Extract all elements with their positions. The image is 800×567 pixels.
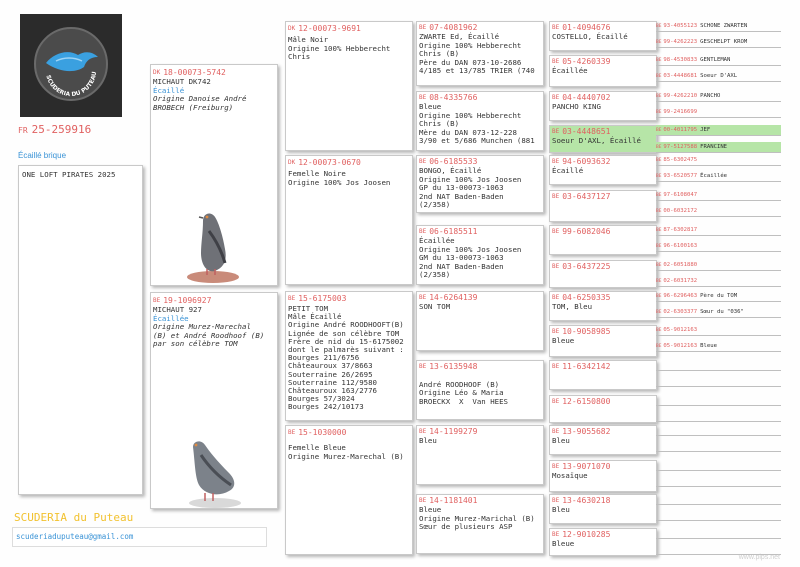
gen5-row: BE 00-6032172 xyxy=(656,206,781,217)
sire-origin-2: BROBECH (Freiburg) xyxy=(153,102,234,112)
gen4-box-6 xyxy=(549,190,657,222)
gen5-empty-row xyxy=(656,476,781,487)
gen5-row: BE 02-6303377 Sœur du "036" xyxy=(656,307,781,318)
gen2-box-1 xyxy=(285,21,413,151)
gen5-empty-row xyxy=(656,360,781,371)
gen3-ring-1: BE 07-4081962 xyxy=(419,23,478,32)
gen3-text-8: Bleue Origine Murez-Marichal (B) Sœur de plusieurs ASP xyxy=(419,505,535,532)
dam-card xyxy=(150,292,278,509)
gen5-empty-row xyxy=(656,460,781,471)
gen4-ring-6: BE 03-6437127 xyxy=(552,192,611,201)
gen4-ring-12: BE 12-6150800 xyxy=(552,397,611,406)
gen4-text-2: Écaillée xyxy=(552,66,588,75)
gen4-ring-15: BE 13-4630218 xyxy=(552,496,611,505)
gen3-ring-8: BE 14-1181401 xyxy=(419,496,478,505)
gen4-box-14 xyxy=(549,460,657,492)
subject-ring: FR 25-259916 xyxy=(18,123,92,136)
gen3-ring-7: BE 14-1199279 xyxy=(419,427,478,436)
gen4-text-9: TOM, Bleu xyxy=(552,302,593,311)
gen4-ring-10: BE 10-9058985 xyxy=(552,327,611,336)
gen4-box-13 xyxy=(549,425,657,455)
gen2-ring-2: DK 12-00073-0670 xyxy=(288,158,361,167)
gen4-text-15: Bleu xyxy=(552,505,570,514)
gen5-row: BE 98-4530833 GENTLEMAN xyxy=(656,55,781,66)
subject-notes-box xyxy=(18,165,143,495)
gen4-box-7 xyxy=(549,225,657,255)
gen4-text-14: Mosaïque xyxy=(552,471,588,480)
gen3-text-4: Écaillée Origine 100% Jos Joosen GM du 13-00073-1063 2nd NAT Baden-Baden (2/358) xyxy=(419,236,522,280)
sire-photo xyxy=(185,203,241,283)
gen4-box-2 xyxy=(549,55,657,87)
gen4-text-4: Soeur D'AXL, Écaillé xyxy=(552,136,641,145)
gen4-box-9 xyxy=(549,291,657,321)
gen3-box-7 xyxy=(416,425,544,485)
gen3-ring-3: BE 06-6185533 xyxy=(419,157,478,166)
dam-origin: Origine Murez-Marechal xyxy=(153,322,251,332)
gen4-text-10: Bleue xyxy=(552,336,575,345)
gen4-box-11 xyxy=(549,360,657,390)
gen5-empty-row xyxy=(656,528,781,539)
gen2-box-4 xyxy=(285,425,413,555)
gen5-row: BE 99-2416699 xyxy=(656,107,781,118)
gen3-ring-4: BE 06-6185511 xyxy=(419,227,478,236)
gen5-row: BE 00-4011795 JEF xyxy=(656,125,781,136)
gen4-text-1: COSTELLO, Écaillé xyxy=(552,32,628,41)
gen3-box-1 xyxy=(416,21,544,86)
gen5-row: BE 93-4055123 SCHONE ZWARTEN xyxy=(656,21,781,32)
dam-origin-2: (B) et André Roodhoof (B) xyxy=(153,330,265,340)
gen2-text-2: Femelle Noire Origine 100% Jos Joosen xyxy=(288,169,391,187)
gen4-ring-7: BE 99-6082046 xyxy=(552,227,611,236)
svg-text:SCUDERIA DU PUTEAU: SCUDERIA DU PUTEAU xyxy=(44,71,99,99)
gen5-row: BE 93-6520577 Écaillée xyxy=(656,171,781,182)
gen3-ring-2: BE 08-4335766 xyxy=(419,93,478,102)
gen5-empty-row xyxy=(656,395,781,406)
gen5-empty-row xyxy=(656,494,781,505)
gen2-text-3: PETIT TOM Mâle Écaillé Origine André ROODHOOFT(B) Lignée de son célèbre TOM Frère de nid du 15-6175002 dont le palmarès suivant : Bourges 211/6756 Châteauroux 37/8663 Souterraine 26/2695 Souterraine 112/9580 Châteauroux 163/2776 Bourges 57/3024 Bourges 242/10173 xyxy=(288,304,404,412)
gen4-box-1 xyxy=(549,21,657,51)
gen5-row: BE 85-6302475 xyxy=(656,155,781,166)
gen5-empty-row xyxy=(656,411,781,422)
gen4-ring-9: BE 04-6250335 xyxy=(552,293,611,302)
subject-color: Écaillé brique xyxy=(18,151,67,160)
gen2-text-4: Femelle Bleue Origine Murez-Marechal (B) xyxy=(288,443,404,461)
dam-photo xyxy=(183,433,243,509)
subject-notes: ONE LOFT PIRATES 2025 xyxy=(22,170,116,179)
dam-ring: BE 19-1096927 xyxy=(153,296,212,305)
gen3-box-8 xyxy=(416,494,544,554)
gen3-text-6: André ROODHOOF (B) Origine Léo & Maria BROECKX X Van HEES xyxy=(419,379,508,406)
gen5-empty-row xyxy=(656,441,781,452)
gen4-box-12 xyxy=(549,395,657,423)
gen3-text-3: BONGO, Écaillé Origine 100% Jos Joosen GP du 13-00073-1063 2nd NAT Baden-Baden (2/358) xyxy=(419,166,522,210)
gen2-text-1: Mâle Noir Origine 100% Hebberecht Chris xyxy=(288,35,391,62)
gen3-box-5 xyxy=(416,291,544,351)
watermark: www.pips.net xyxy=(738,554,780,561)
gen2-box-3 xyxy=(285,291,413,421)
gen4-ring-14: BE 13-9071070 xyxy=(552,462,611,471)
gen5-row: BE 05-9012163 Bleue xyxy=(656,341,781,352)
gen5-row: BE 99-4262223 GESCHELPT KROM xyxy=(656,37,781,48)
gen4-text-3: PANCHO KING xyxy=(552,102,601,111)
gen5-row: BE 99-4262210 PANCHO xyxy=(656,91,781,102)
gen5-empty-row xyxy=(656,425,781,436)
gen5-row: BE 96-6100163 xyxy=(656,241,781,252)
sire-ring: DK 18-00073-5742 xyxy=(153,68,226,77)
gen4-box-8 xyxy=(549,260,657,288)
gen5-row: BE 02-6031732 xyxy=(656,276,781,287)
gen4-ring-4: BE 03-4448651 xyxy=(552,127,611,136)
gen3-box-2 xyxy=(416,91,544,151)
gen5-empty-row xyxy=(656,510,781,521)
dam-origin-3: par son célèbre TOM xyxy=(153,339,238,349)
gen3-ring-6: BE 13-6135948 xyxy=(419,362,478,371)
gen3-box-4 xyxy=(416,225,544,285)
gen4-box-3 xyxy=(549,91,657,121)
email-link[interactable]: scuderiaduputeau@gmail.com xyxy=(16,532,134,541)
gen4-text-13: Bleu xyxy=(552,436,570,445)
gen3-text-7: Bleu xyxy=(419,436,437,445)
gen4-ring-16: BE 12-9010285 xyxy=(552,530,611,539)
gen4-box-5 xyxy=(549,155,657,185)
gen2-ring-3: BE 15-6175003 xyxy=(288,294,347,303)
sire-card xyxy=(150,64,278,286)
sire-origin: Origine Danoise André xyxy=(153,94,247,104)
sire-color: Écaillé xyxy=(153,85,185,95)
gen2-ring-4: BE 15-1030000 xyxy=(288,428,347,437)
dam-color: Écaillée xyxy=(153,313,189,323)
gen4-ring-13: BE 13-9055682 xyxy=(552,427,611,436)
gen5-row: BE 87-6302817 xyxy=(656,225,781,236)
gen5-row: BE 97-5127588 FRANCINE xyxy=(656,142,781,153)
gen4-ring-1: BE 01-4094676 xyxy=(552,23,611,32)
gen5-row: BE 97-6108047 xyxy=(656,190,781,201)
gen3-box-6 xyxy=(416,360,544,420)
scuderia-logo xyxy=(20,14,122,117)
dam-name: MICHAUT 927 xyxy=(153,305,202,314)
gen3-ring-5: BE 14-6264139 xyxy=(419,293,478,302)
sire-name: MICHAUT DK742 xyxy=(153,77,211,86)
gen4-ring-3: BE 04-4440702 xyxy=(552,93,611,102)
gen4-ring-8: BE 03-6437225 xyxy=(552,262,611,271)
gen2-ring-1: DK 12-00073-9691 xyxy=(288,24,361,33)
gen3-text-1: ZWARTE Ed, Écaillé Origine 100% Hebberecht Chris (B) Père du DAN 073-10-2686 4/185 et 13/785 TRIER (740 xyxy=(419,32,535,76)
gen5-empty-row xyxy=(656,376,781,387)
gen3-text-2: Bleue Origine 100% Hebberecht Chris (B) Mère du DAN 073-12-228 3/90 et 5/686 Munchen (881 xyxy=(419,102,535,146)
gen3-box-3 xyxy=(416,155,544,213)
gen4-ring-2: BE 05-4260339 xyxy=(552,57,611,66)
gen4-text-5: Écaillé xyxy=(552,166,584,175)
gen5-row: BE 05-9012163 xyxy=(656,325,781,336)
gen4-ring-11: BE 11-6342142 xyxy=(552,362,611,371)
pigeon-logo-icon xyxy=(34,27,108,101)
gen4-box-4 xyxy=(549,125,657,153)
brand-name: SCUDERIA du Puteau xyxy=(14,511,134,524)
gen5-row: BE 96-6296463 Père du TOM xyxy=(656,291,781,302)
gen2-box-2 xyxy=(285,155,413,285)
gen4-box-16 xyxy=(549,528,657,556)
gen5-row: BE 03-4448681 Soeur D'AXL xyxy=(656,71,781,82)
gen4-box-10 xyxy=(549,325,657,357)
gen4-box-15 xyxy=(549,494,657,524)
gen4-text-16: Bleue xyxy=(552,539,575,548)
gen4-ring-5: BE 94-6093632 xyxy=(552,157,611,166)
gen5-row: BE 02-6051880 xyxy=(656,260,781,271)
email-box xyxy=(12,527,267,547)
gen3-text-5: SON TOM xyxy=(419,302,451,311)
